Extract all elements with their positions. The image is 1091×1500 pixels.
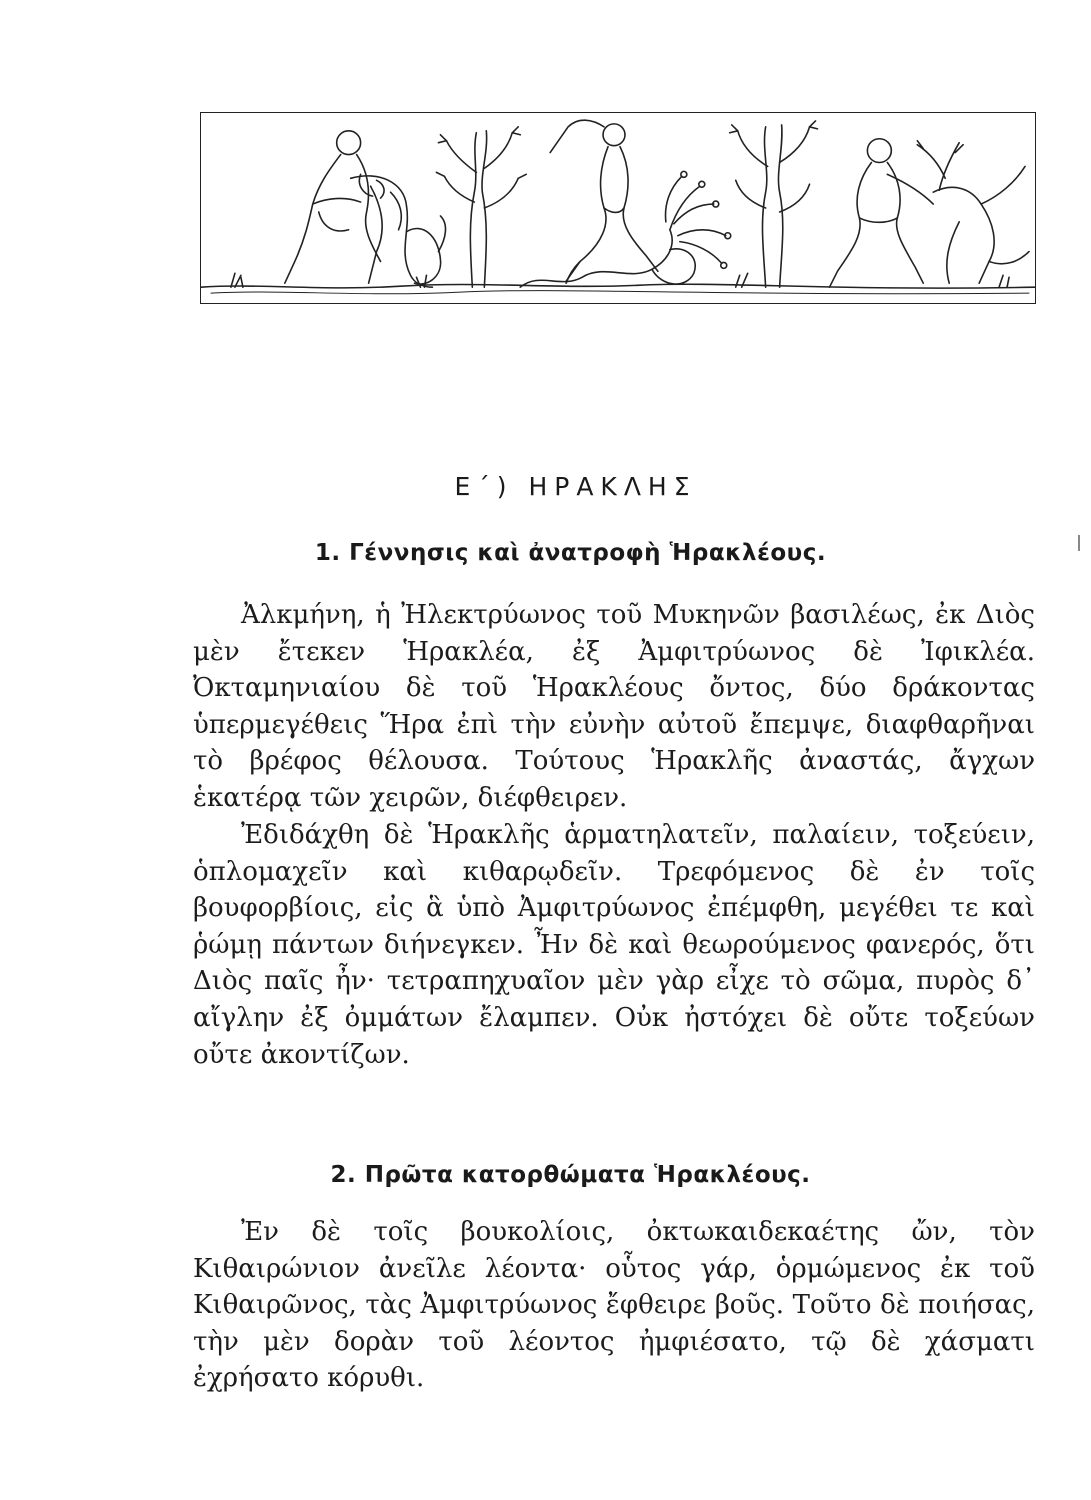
- section-heading-birth: 1. Γέννησις καὶ ἀνατροφὴ Ἡρακλέους.: [314, 540, 827, 566]
- paragraph-birth: Ἀλκμήνη, ἡ Ἠλεκτρύωνος τοῦ Μυκηνῶν βασιλέως, ἐκ Διὸς μὲν ἔτεκεν Ἡρακλέα, ἐξ Ἀμφιτρύωνος δὲ Ἰφικλέα. Ὀκταμηνιαίου δὲ τοῦ Ἡρακλέους ὄντος, δύο δράκοντας ὑπερμεγέθεις Ἥρα ἐπὶ τὴν εὐνὴν αὐτοῦ ἔπεμψε, διαφθαρῆναι τὸ βρέφος θέλουσα. Τούτους Ἡρακλῆς ἀναστάς, ἄγχων ἑκατέρᾳ τῶν χειρῶν, διέφθειρεν.: [193, 600, 1035, 813]
- frieze-drawing: [201, 113, 1035, 303]
- heracles-frieze-illustration: [200, 112, 1036, 304]
- tree-right: [730, 121, 818, 287]
- heracles-hind-group: [829, 139, 1029, 287]
- heracles-hydra-group: [520, 120, 730, 287]
- section-heading-first-deeds: 2. Πρῶτα κατορθώματα Ἡρακλέους.: [330, 1162, 811, 1188]
- chapter-title: Ε΄) ΗΡΑΚΛΗΣ: [454, 472, 697, 501]
- ground-line: [201, 284, 1035, 288]
- heracles-lion-group: [285, 131, 446, 287]
- tree-left: [436, 127, 526, 287]
- paragraph-upbringing: Ἐδιδάχθη δὲ Ἡρακλῆς ἁρματηλατεῖν, παλαίειν, τοξεύειν, ὁπλομαχεῖν καὶ κιθαρῳδεῖν. Τρεφόμενος δὲ ἐν τοῖς βουφορβίοις, εἰς ἃ ὑπὸ Ἀμφιτρύωνος ἐπέμφθη, μεγέθει τε καὶ ῥώμῃ πάντων διήνεγκεν. Ἦν δὲ καὶ θεωρούμενος φανερός, ὅτι Διὸς παῖς ἦν· τετραπηχυαῖον μὲν γὰρ εἶχε τὸ σῶμα, πυρὸς δ᾽ αἴγλην ἐξ ὀμμάτων ἔλαμπεν. Οὐκ ἠστόχει δὲ οὔτε τοξεύων οὔτε ἀκοντίζων.: [193, 820, 1035, 1070]
- paragraph-cithaeronian-lion: Ἐν δὲ τοῖς βουκολίοις, ὀκτωκαιδεκαέτης ὤν, τὸν Κιθαιρώνιον ἀνεῖλε λέοντα· οὗτος γάρ, ὁρμώμενος ἐκ τοῦ Κιθαιρῶνος, τὰς Ἀμφιτρύωνος ἔφθειρε βοῦς. Τοῦτο δὲ ποιήσας, τὴν μὲν δορὰν τοῦ λέοντος ἠμφιέσατο, τῷ δὲ χάσματι ἐχρήσατο κόρυθι.: [193, 1217, 1035, 1394]
